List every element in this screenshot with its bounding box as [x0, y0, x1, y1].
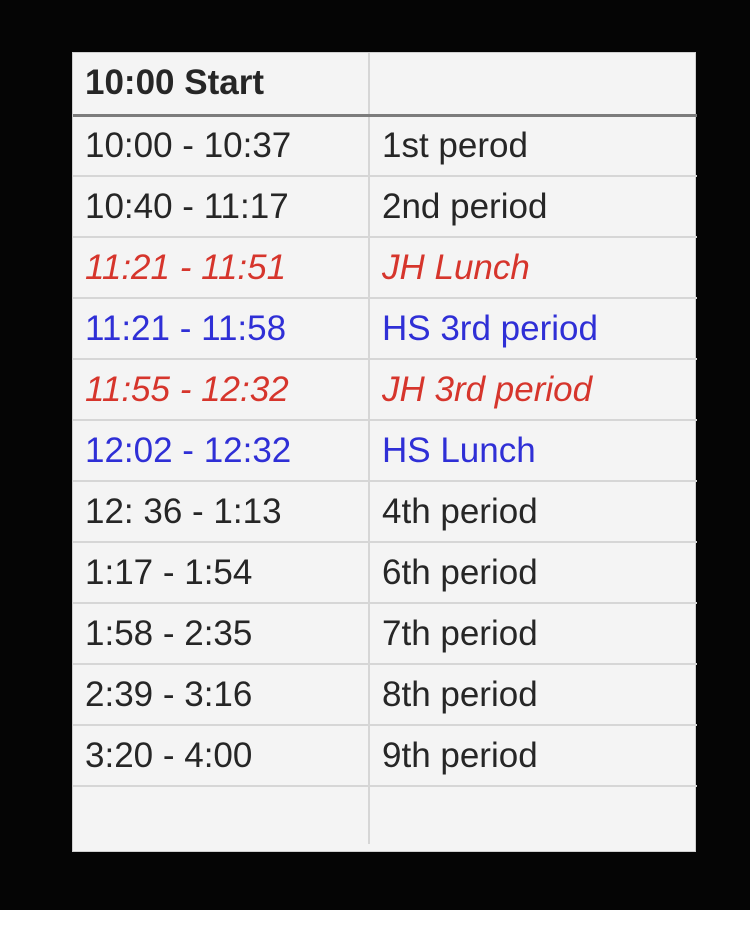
period-cell: 4th period [369, 481, 697, 542]
table-header-row [73, 53, 697, 115]
time-cell [73, 786, 369, 844]
table-row [73, 176, 697, 237]
empty-table-row [73, 786, 697, 844]
bottom-white-strip [0, 910, 750, 926]
table-row [73, 542, 697, 603]
table-row [73, 359, 697, 420]
period-cell: 1st perod [369, 115, 697, 176]
time-cell: 10:00 - 10:37 [73, 115, 369, 176]
time-cell: 11:55 - 12:32 [73, 359, 369, 420]
period-cell: 7th period [369, 603, 697, 664]
table-row [73, 298, 697, 359]
empty-header-cell [369, 53, 697, 115]
period-cell: JH 3rd period [369, 359, 697, 420]
table-row [73, 603, 697, 664]
table-row [73, 725, 697, 786]
schedule-table [73, 53, 697, 844]
period-cell: 2nd period [369, 176, 697, 237]
period-cell: 8th period [369, 664, 697, 725]
period-cell [369, 786, 697, 844]
time-cell: 11:21 - 11:58 [73, 298, 369, 359]
start-time-header: 10:00 Start [73, 53, 369, 115]
time-cell: 2:39 - 3:16 [73, 664, 369, 725]
time-cell: 12: 36 - 1:13 [73, 481, 369, 542]
table-row [73, 420, 697, 481]
period-cell: HS 3rd period [369, 298, 697, 359]
table-row [73, 115, 697, 176]
time-cell: 1:17 - 1:54 [73, 542, 369, 603]
table-row [73, 481, 697, 542]
schedule-sheet [72, 52, 696, 852]
period-cell: HS Lunch [369, 420, 697, 481]
time-cell: 12:02 - 12:32 [73, 420, 369, 481]
time-cell: 10:40 - 11:17 [73, 176, 369, 237]
time-cell: 3:20 - 4:00 [73, 725, 369, 786]
time-cell: 11:21 - 11:51 [73, 237, 369, 298]
period-cell: JH Lunch [369, 237, 697, 298]
table-row [73, 664, 697, 725]
period-cell: 9th period [369, 725, 697, 786]
table-row [73, 237, 697, 298]
period-cell: 6th period [369, 542, 697, 603]
time-cell: 1:58 - 2:35 [73, 603, 369, 664]
